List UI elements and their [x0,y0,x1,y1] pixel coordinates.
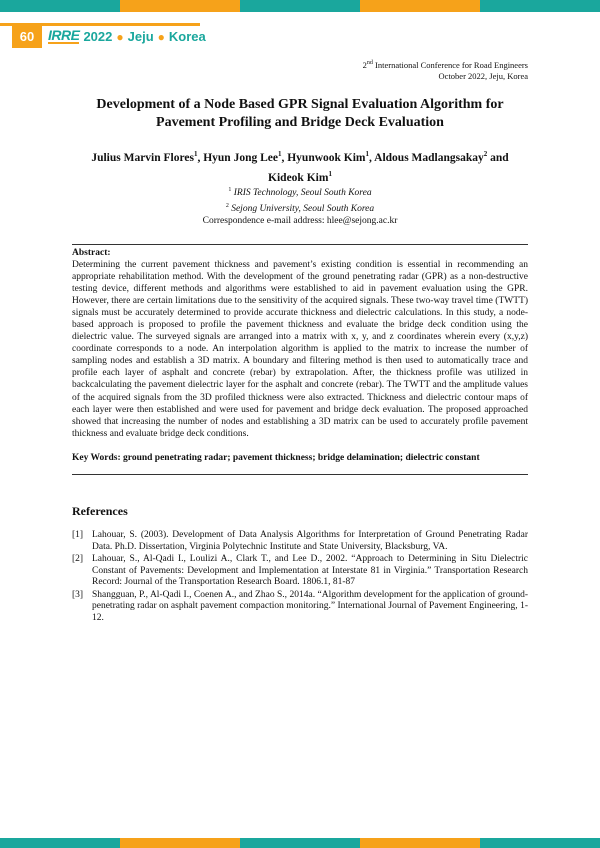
conf-ordinal-suffix: nd [366,60,373,66]
page-number: 60 [12,26,42,48]
logo-year: 2022 [83,29,113,44]
conf-name: International Conference for Road Engineers [372,59,528,70]
divider-top [72,244,528,245]
conf-date-place: October 2022, Jeju, Korea [438,70,528,81]
references-heading: References [72,504,128,518]
affiliations [72,184,528,228]
top-color-bar [0,0,600,12]
author-name: Hyun Jong Lee [203,151,278,164]
bullet-icon: ● [116,29,124,44]
reference-item: [3] Shangguan, P., Al-Qadi I., Coenen A., and Zhao S., 2014a. “Algorithm development for the application of ground-penetrating radar on asphalt pavement compaction monitoring.” International Journal of Pavement Engineering, 1-12. [72,589,528,623]
reference-item: [1] Lahouar, S. (2003). Development of Data Analysis Algorithms for Interpretation of Ground Penetrating Radar Data. Ph.D. Dissertation, Virginia Polytechnic Institute and State University, Blacksburg, VA. [72,530,528,552]
logo-place-1: Jeju [127,29,154,44]
reference-list [72,530,528,625]
keywords: Key Words: ground penetrating radar; pavement thickness; bridge delamination; dielectric constant [72,453,480,463]
conference-info [363,58,528,82]
bullet-icon: ● [157,29,165,44]
author-affiliation-mark: 1 [328,169,332,178]
correspondence-email: Correspondence e-mail address: hlee@sejong.ac.kr [202,216,398,227]
conference-logo [48,29,206,44]
author-list: Julius Marvin Flores$^1$, Hyun Jong Lee$^1$, Hyunwook Kim$^1$, Aldous Madlangsakay$^2$ and Kideok Kim$^1$ [91,150,509,184]
affiliation-2: $^2$ Sejong University, Seoul South Korea [225,202,375,214]
author-affiliation-mark: 2 [483,150,488,158]
author-affiliation-mark: 1 [365,150,370,158]
author-name: Aldous Madlangsakay [374,151,484,164]
divider-bottom [72,474,528,475]
bottom-color-bar [0,838,600,848]
affiliation-1: $^1$ IRIS Technology, Seoul South Korea [228,187,372,199]
author-name: Julius Marvin Flores [91,151,194,164]
abstract-heading: Abstract: [72,248,111,258]
author-affiliation-mark: 1 [193,150,198,158]
author-affiliation-mark: 1 [277,150,282,158]
reference-item: [2] Lahouar, S., Al-Qadi I., Loulizi A., Clark T., and Lee D., 2002. “Approach to Determining in Situ Dielectric Constant of Pavements: Development and Implementation at Interstate 81 in Virginia.” Transportation Research Record: Journal of the Transportation Research Board. 1806.1, 81-87 [72,554,528,587]
logo-mark: IRRE [48,27,80,43]
logo-place-2: Korea [168,29,206,44]
paper-title: Development of a Node Based GPR Signal Evaluation Algorithm for Pavement Profiling and Bridge Deck Evaluation [96,97,504,130]
abstract-text: Determining the current pavement thickness and pavement’s existing condition is essential in recommending an appropriate rehabilitation method. With the development of the ground penetrating radar (GPR) as a non-destructive testing device, different methods and algorithms were established to aid in pavement evaluation using the GPR. However, there are certain limitations due to the sensitivity of the acquired signals. These two-way travel time (TWTT) signals must be accurately determined to provide accurate thickness and dielectric calculations. In this study, a node-based approach is proposed to profile the pavement thickness and evaluate the bridge deck condition using the dielectric value. The surveyed signals are arranged into a matrix with x, y, and z coordinates wherein every (x,y,z) coordinate corresponds to a node. An interpolation algorithm is applied to the matrix to increase the number of sampling nodes and establish a 3D matrix. A boundary and filtering method is then used to automatically trace and profile each layer of asphalt and concrete (rebar) by extrapolation. After, the thickness profile was utilized in backcalculating the pavement dielectric layer for the asphalt and concrete (rebar). The TWTT and the amplitude values of the acquired signals from the 3D profiled thickness were also extracted. Thickness and dielectric contour maps of each layer were then established and were used for pavement and bridge deck evaluation. The proposed approached showed that increasing the number of nodes and establishing a 3D matrix can be used to accurately profile pavement thickness and evaluate bridge deck conditions. [72,260,528,439]
author-name: Hyunwook Kim [287,151,366,164]
conf-ordinal: 2 [362,59,367,70]
author-name: Kideok Kim [268,171,329,184]
